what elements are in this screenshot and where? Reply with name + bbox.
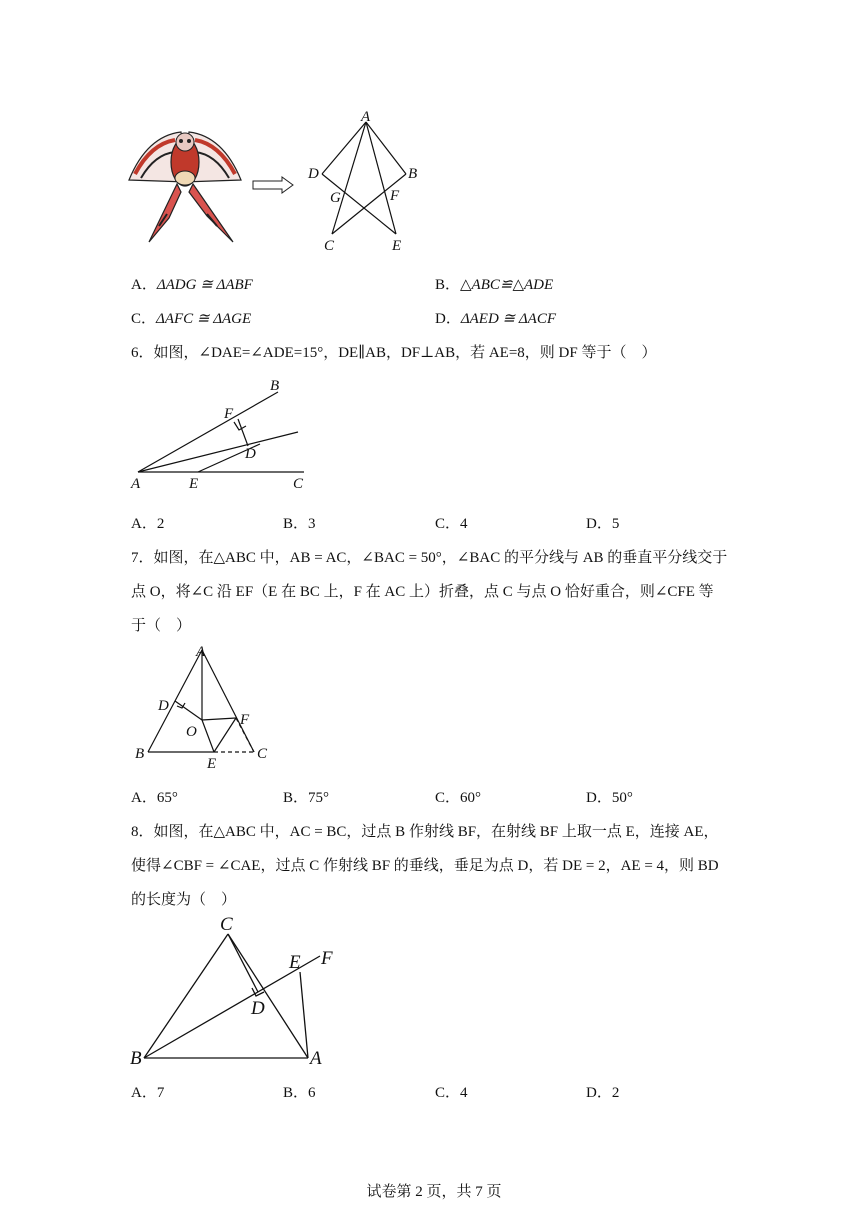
label-E: E [207,756,217,772]
q8-stem-line-2: 使得∠CBF = ∠CAE，过点 C 作射线 BF 的垂线，垂足为点 D，若 DE = 2，AE = 4，则 BD [131,858,719,874]
option-text: 50° [611,790,633,806]
q8-option-a [131,1081,164,1102]
q5-option-c [131,307,251,328]
label-A: A [196,644,206,660]
label-C: C [257,746,268,762]
q7-option-d [586,786,633,807]
option-text: △ABC≌△ADE [460,277,554,293]
q6-option-c [435,512,468,533]
option-letter: D． [586,1085,612,1101]
figure-q5 [300,108,430,256]
q7-option-c [435,786,481,807]
label-B: B [270,378,280,394]
option-letter: B． [283,1085,309,1101]
label-B: B [130,1048,142,1069]
q6-stem: 6．如图，∠DAE=∠ADE=15°，DE∥AB，DF⊥AB，若 AE=8，则 DF 等于（ ） [131,345,657,361]
option-text: 2 [156,516,165,532]
q7-option-a [131,786,178,807]
option-text: 7 [156,1085,165,1101]
figure-q6 [128,374,318,494]
q8-option-d [586,1081,619,1102]
option-text: ΔAFC ≅ ΔAGE [156,311,252,327]
option-letter: A． [131,1085,157,1101]
q5-option-b [435,273,553,294]
label-C: C [293,476,304,492]
q5-option-a [131,273,253,294]
option-text: ΔAED ≅ ΔACF [460,311,557,327]
q7-stem-line-3: 于（ ） [131,618,192,634]
option-text: 6 [308,1085,316,1101]
label-O: O [186,724,197,740]
option-letter: A． [131,516,157,532]
label-C: C [220,914,233,935]
option-letter: D． [435,311,461,327]
option-letter: C． [435,1085,461,1101]
q7-option-b [283,786,329,807]
arrow-icon [252,176,294,194]
option-text: ΔADG ≅ ΔABF [156,277,253,293]
q8-option-c [435,1081,468,1102]
q8-option-b [283,1081,316,1102]
label-C: C [324,238,335,254]
option-text: 5 [611,516,620,532]
label-B: B [408,166,418,182]
label-D: D [158,698,169,714]
page-footer: 试卷第 2 页，共 7 页 [366,1184,502,1200]
option-letter: D． [586,790,612,806]
label-F: F [240,712,250,728]
q8-stem-line-1: 8．如图，在△ABC 中，AC = BC，过点 B 作射线 BF，在射线 BF 上取一点 E，连接 AE， [131,824,719,840]
figure-q7 [130,640,280,772]
label-E: E [289,952,301,973]
label-G: G [330,190,341,206]
q7-stem-line-2: 点 O，将∠C 沿 EF（E 在 BC 上，F 在 AC 上）折叠，点 C 与点 O 恰好重合，则∠CFE 等 [131,584,714,600]
label-F: F [321,948,333,969]
label-D: D [245,446,256,462]
label-D: D [308,166,319,182]
label-F: F [224,406,234,422]
option-letter: A． [131,277,157,293]
q6-option-a [131,512,164,533]
q6-option-d [586,512,619,533]
option-text: 65° [156,790,178,806]
option-text: 4 [460,516,468,532]
label-F: F [390,188,400,204]
option-text: 4 [460,1085,468,1101]
option-letter: C． [435,790,461,806]
q8-stem-line-3: 的长度为（ ） [131,892,237,908]
label-A: A [361,109,371,125]
label-B: B [135,746,145,762]
label-E: E [189,476,199,492]
q5-option-d [435,307,556,328]
option-letter: D． [586,516,612,532]
option-letter: B． [283,790,309,806]
kite-picture [125,122,245,250]
label-A: A [310,1048,322,1069]
option-letter: B． [435,277,461,293]
option-text: 60° [460,790,482,806]
option-letter: C． [435,516,461,532]
option-text: 3 [308,516,316,532]
label-D: D [251,998,265,1019]
option-letter: B． [283,516,309,532]
q6-option-b [283,512,316,533]
q7-stem-line-1: 7．如图，在△ABC 中，AB = AC，∠BAC = 50°，∠BAC 的平分线与 AB 的垂直平分线交于 [131,550,728,566]
figure-q8 [128,910,348,1070]
label-E: E [392,238,402,254]
option-text: 2 [611,1085,620,1101]
label-A: A [131,476,141,492]
option-text: 75° [308,790,330,806]
option-letter: C． [131,311,157,327]
option-letter: A． [131,790,157,806]
